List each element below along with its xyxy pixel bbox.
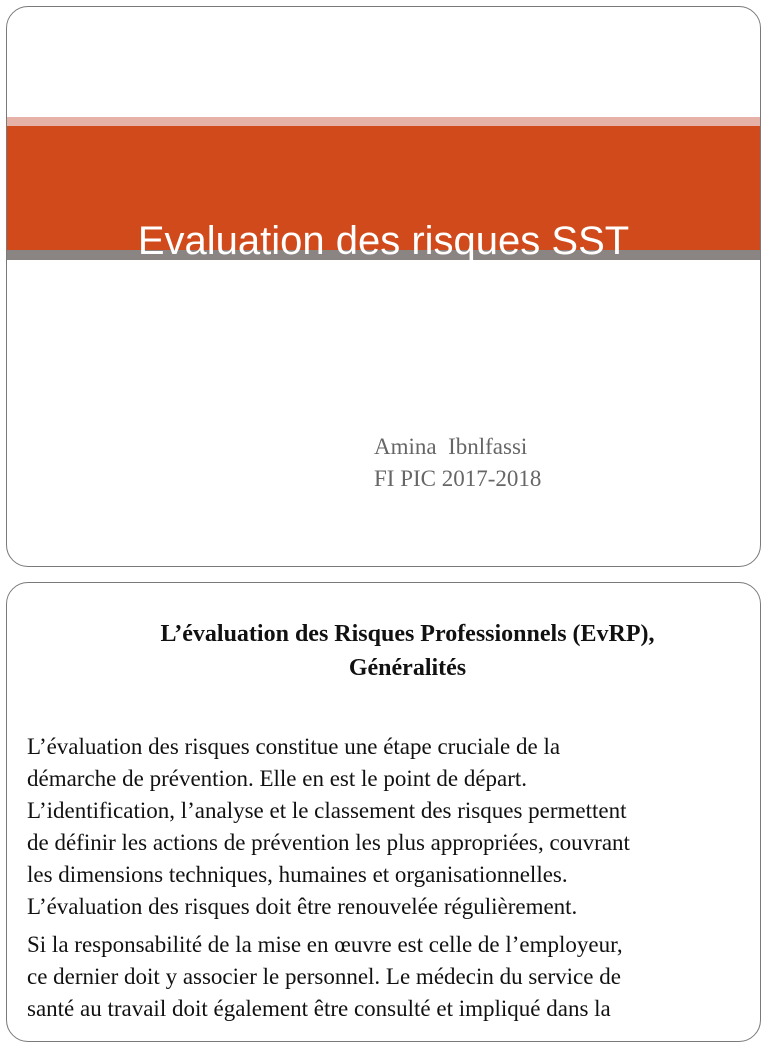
slide-heading <box>67 617 748 685</box>
content-slide <box>6 582 761 1042</box>
title-slide <box>6 6 761 567</box>
text-line: Si la responsabilité de la mise en œuvre est celle de l’employeur, <box>27 932 623 957</box>
paragraph-1 <box>27 731 744 923</box>
text-line: les dimensions techniques, humaines et organisationnelles. <box>27 862 568 887</box>
text-line: L’évaluation des risques doit être renouvelée régulièrement. <box>27 894 578 919</box>
text-line: L’évaluation des risques constitue une étape cruciale de la <box>27 734 561 759</box>
title-band-top-stripe <box>7 117 760 126</box>
slide-subtitle <box>374 431 541 495</box>
slide-title: Evaluation des risques SST <box>137 219 630 263</box>
slide-body <box>27 731 744 1025</box>
class-year: FI PIC 2017-2018 <box>374 466 542 491</box>
text-line: démarche de prévention. Elle en est le point de départ. <box>27 766 528 791</box>
paragraph-2 <box>27 929 744 1025</box>
text-line: L’identification, l’analyse et le classement des risques permettent <box>27 798 627 823</box>
text-line: ce dernier doit y associer le personnel. Le médecin du service de <box>27 964 621 989</box>
heading-line-1: L’évaluation des Risques Professionnels (EvRP), <box>160 621 655 647</box>
heading-line-2: Généralités <box>348 655 467 681</box>
text-line: de définir les actions de prévention les plus appropriées, couvrant <box>27 830 630 855</box>
author-name: Amina Ibnlfassi <box>374 434 528 459</box>
text-line: santé au travail doit également être consulté et impliqué dans la <box>27 996 611 1021</box>
